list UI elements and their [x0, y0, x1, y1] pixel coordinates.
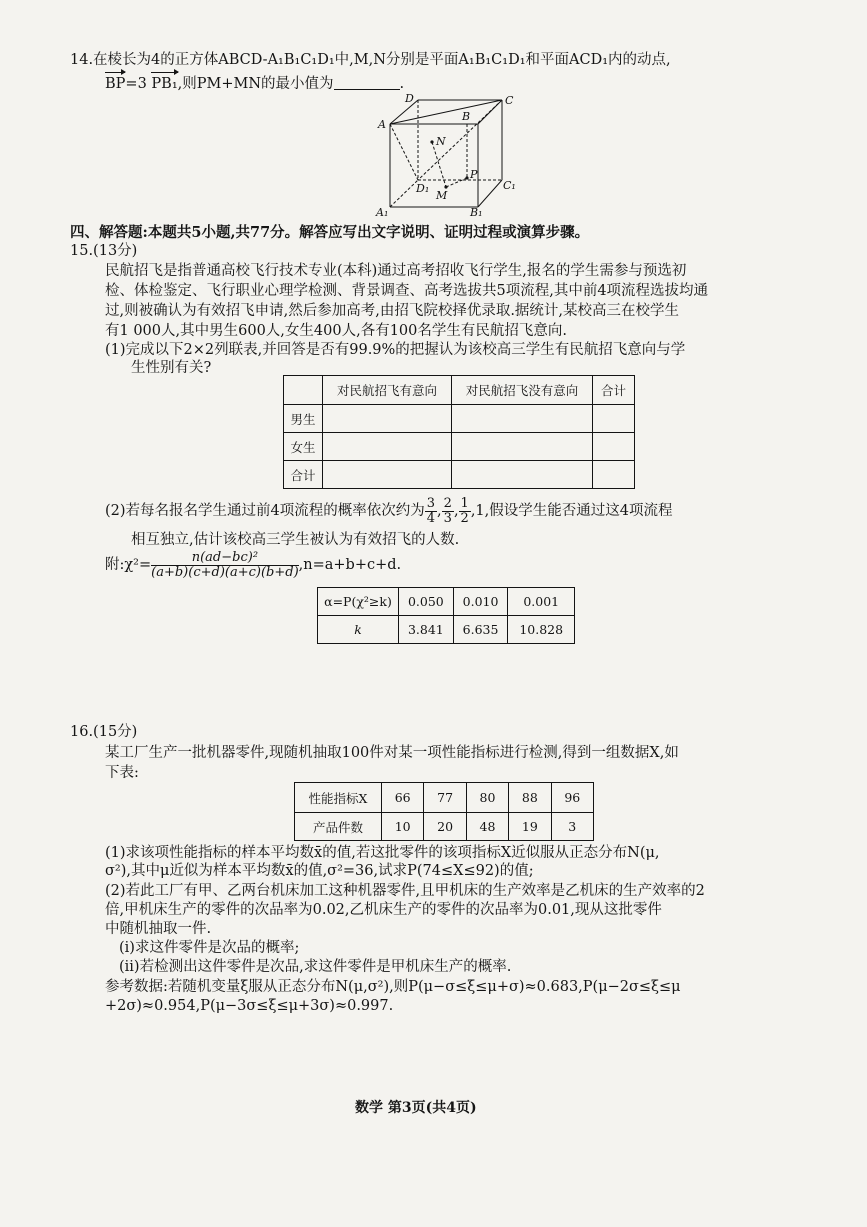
- table-cell: 男生: [284, 405, 323, 433]
- cube-figure: [372, 92, 522, 220]
- table-cell: 女生: [284, 433, 323, 461]
- table-cell: 80: [466, 783, 508, 813]
- q16-line-3: (2)若此工厂有甲、乙两台机床加工这种机器零件,且甲机床的生产效率是乙机床的生产效率的2: [105, 883, 705, 899]
- appendix-label: 附:χ²=: [105, 557, 152, 573]
- table-cell: [452, 433, 593, 461]
- chi-square-table: [317, 587, 575, 644]
- label-b1: B₁: [470, 206, 483, 219]
- q16-line-8: 参考数据:若随机变量ξ服从正态分布N(μ,σ²),则P(μ−σ≤ξ≤μ+σ)≈0.683,P(μ−2σ≤ξ≤μ: [105, 979, 681, 995]
- table-header: [284, 376, 323, 405]
- q14-rest: ,则PM+MN的最小值为: [177, 76, 334, 92]
- table-cell: k: [318, 616, 399, 644]
- table-cell: 0.001: [508, 588, 575, 616]
- q16-para-1: 某工厂生产一批机器零件,现随机抽取100件对某一项性能指标进行检测,得到一组数据X,如: [105, 745, 679, 761]
- q16-line-9: +2σ)≈0.954,P(μ−3σ≤ξ≤μ+3σ)≈0.997.: [105, 998, 394, 1014]
- formula-num: n(ad−bc)²: [151, 551, 299, 566]
- vector-pb1: PB₁: [151, 76, 178, 92]
- q14-line2: [105, 74, 404, 94]
- table-header: 合计: [593, 376, 635, 405]
- q15-para-4: 有1 000人,其中男生600人,女生400人,各有100名学生有民航招飞意向.: [105, 323, 567, 339]
- table-row: [284, 405, 635, 433]
- formula-fraction: [151, 551, 299, 580]
- table-cell: 6.635: [453, 616, 508, 644]
- label-d1: D₁: [416, 182, 430, 195]
- frac-den: 4: [426, 510, 436, 526]
- part2-prefix: (2)若每名报名学生通过前4项流程的概率依次约为: [105, 503, 425, 519]
- table-row: [295, 783, 594, 813]
- q16-line-4: 倍,甲机床生产的零件的次品率为0.02,乙机床生产的零件的次品率为0.01,现从这批零件: [105, 902, 662, 918]
- q15-part1-a: (1)完成以下2×2列联表,并回答是否有99.9%的把握认为该校高三学生有民航招飞意向与学: [105, 342, 686, 358]
- page-footer: 数学 第3页(共4页): [355, 1100, 477, 1116]
- fraction-2-3: [442, 497, 454, 526]
- section-header: 四、解答题:本题共5小题,共77分。解答应写出文字说明、证明过程或演算步骤。: [70, 224, 590, 241]
- vector-bp: BP: [105, 76, 126, 92]
- q15-header: 15.(13分): [70, 243, 138, 259]
- table-cell: 66: [382, 783, 424, 813]
- table-row: [284, 461, 635, 489]
- table-cell: [323, 405, 452, 433]
- q15-part2-a: [105, 496, 673, 526]
- chi-formula: [105, 550, 401, 580]
- table-cell: [323, 461, 452, 489]
- table-row: [295, 813, 594, 841]
- formula-tail: ,n=a+b+c+d.: [298, 557, 402, 573]
- table-cell: 19: [509, 813, 551, 841]
- q15-para-1: 民航招飞是指普通高校飞行技术专业(本科)通过高考招收飞行学生,报名的学生需参与预选初: [105, 263, 687, 279]
- q16-header: 16.(15分): [70, 724, 138, 740]
- table-cell: 3: [551, 813, 593, 841]
- table-header: 对民航招飞有意向: [323, 376, 452, 405]
- fraction-1-2: [459, 497, 471, 526]
- table-cell: [593, 405, 635, 433]
- q16-line-6: (i)求这件零件是次品的概率;: [119, 940, 300, 956]
- label-b: B: [462, 110, 471, 123]
- q16-line-5: 中随机抽取一件.: [105, 921, 212, 937]
- frac-num: 1: [460, 495, 469, 511]
- label-p: P: [470, 168, 478, 181]
- table-cell: 77: [424, 783, 466, 813]
- table-header: 对民航招飞没有意向: [452, 376, 593, 405]
- table-cell: 20: [424, 813, 466, 841]
- q15-part2-b: 相互独立,估计该校高三学生被认为有效招飞的人数.: [131, 532, 460, 548]
- table-row: [284, 433, 635, 461]
- table-cell: 合计: [284, 461, 323, 489]
- table-cell: 88: [509, 783, 551, 813]
- table-row: [318, 588, 575, 616]
- table-cell: α=P(χ²≥k): [318, 588, 399, 616]
- q14-eq: =3: [125, 76, 147, 92]
- q14-line1: 14.在棱长为4的正方体ABCD-A₁B₁C₁D₁中,M,N分别是平面A₁B₁C₁D₁和平面ACD₁内的动点,: [70, 52, 671, 68]
- q15-para-2: 检、体检鉴定、飞行职业心理学检测、背景调查、高考选拔共5项流程,其中前4项流程选拔均通: [105, 283, 709, 299]
- label-c: C: [505, 94, 514, 107]
- q15-para-3: 过,则被确认为有效招飞申请,然后参加高考,由招飞院校择优录取.据统计,某校高三在校学生: [105, 303, 680, 319]
- table-cell: 10.828: [508, 616, 575, 644]
- label-a: A: [378, 118, 386, 131]
- frac-den: 2: [460, 510, 469, 526]
- frac-den: 3: [443, 510, 452, 526]
- label-n: N: [436, 135, 446, 148]
- table-cell: 10: [382, 813, 424, 841]
- table-cell: [593, 461, 635, 489]
- performance-table: [294, 782, 594, 841]
- table-cell: 0.010: [453, 588, 508, 616]
- q16-line-7: (ii)若检测出这件零件是次品,求这件零件是甲机床生产的概率.: [119, 959, 512, 975]
- sep: ,: [453, 503, 459, 519]
- label-d: D: [405, 92, 414, 105]
- table-cell: [323, 433, 452, 461]
- label-a1: A₁: [376, 206, 389, 219]
- table-cell: [452, 461, 593, 489]
- table-cell: 3.841: [399, 616, 454, 644]
- part2-suffix: ,1,假设学生能否通过这4项流程: [470, 503, 673, 519]
- contingency-table: [283, 375, 635, 489]
- answer-blank: [334, 75, 400, 90]
- q16-para-2: 下表:: [105, 765, 139, 781]
- q15-part1-b: 生性别有关?: [131, 360, 212, 376]
- q16-line-1: (1)求该项性能指标的样本平均数x̄的值,若这批零件的该项指标X近似服从正态分布N(μ,: [105, 845, 660, 861]
- sep: ,: [437, 503, 442, 519]
- frac-num: 2: [443, 495, 452, 511]
- table-cell: [452, 405, 593, 433]
- label-m: M: [436, 189, 448, 202]
- formula-den: (a+b)(c+d)(a+c)(b+d): [151, 564, 299, 580]
- table-cell: [593, 433, 635, 461]
- table-row: [318, 616, 575, 644]
- label-c1: C₁: [503, 179, 516, 192]
- q16-line-2: σ²),其中μ近似为样本平均数x̄的值,σ²=36,试求P(74≤X≤92)的值;: [105, 863, 534, 879]
- table-cell: 产品件数: [295, 813, 382, 841]
- table-cell: 0.050: [399, 588, 454, 616]
- fraction-3-4: [425, 497, 437, 526]
- frac-num: 3: [426, 495, 436, 511]
- table-cell: 48: [466, 813, 508, 841]
- q14-end: .: [399, 76, 405, 92]
- table-cell: 性能指标X: [295, 783, 382, 813]
- table-cell: 96: [551, 783, 593, 813]
